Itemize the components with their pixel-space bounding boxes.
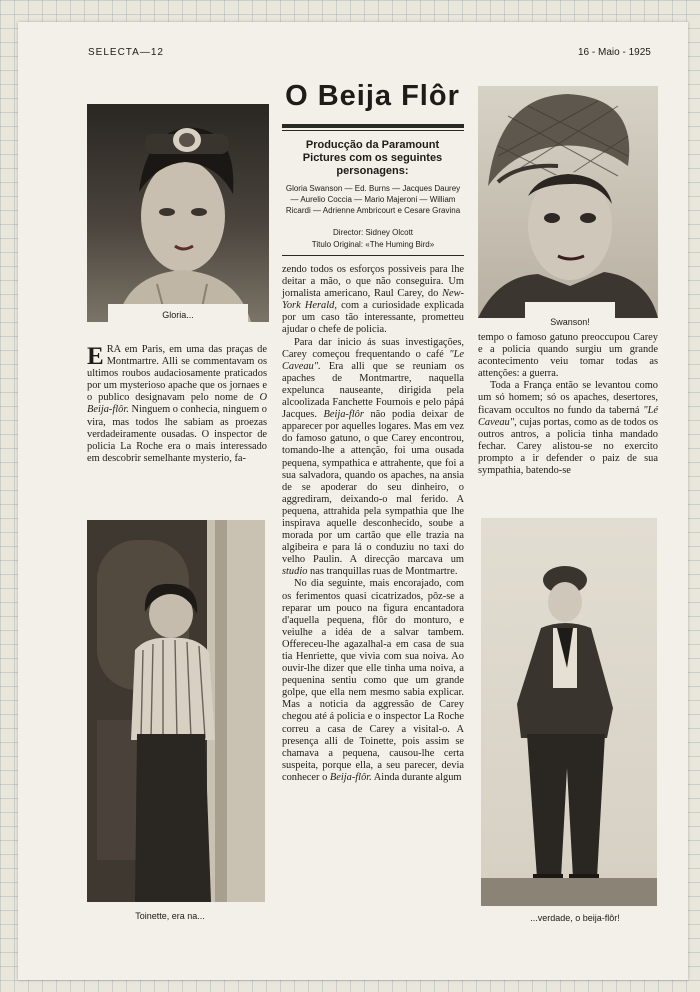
col2-paragraph-1 bbox=[282, 264, 464, 337]
caption-swanson: Swanson! bbox=[550, 317, 590, 327]
title-rule bbox=[282, 124, 464, 128]
col3-paragraph-1: tempo o famoso gatuno preoccupou Carey e a policia quando surgiu um grande acontecimento veiu tomar todas as attenções: a guerra. bbox=[478, 332, 658, 380]
magazine-header: SELECTA—12 bbox=[88, 47, 164, 58]
column-3 bbox=[478, 332, 658, 477]
col2-text: Era alli que se reuniam os apaches de Montmartre, naquella expelunca nauseante, dirigida pela alcoolizada Fanchette Fournois e pelo pápá Jacques. bbox=[282, 360, 464, 421]
article-title: O Beija Flôr bbox=[285, 80, 460, 112]
col2-italic: "Le Caveau". bbox=[282, 348, 464, 372]
col2-paragraph-2 bbox=[282, 337, 464, 579]
col2-text: não podia deixar de apparecer por aquelles logares. Mas em vez do famoso gatuno, o que Carey encontrou, tomando-lhe a attenção, foi uma ousada pequena, sympathica e attrahente, que foi a sua salvadora, quando os apaches, na ansia de se apoderar do seu dinheiro, o aggrediram, deixando-o mal ferido. A pequena, attrahida pela sympathia que lhe inspirava aquelle desconhecido, soube a morada por um cartão que elle trazia na algibeira e para lá o conduziu no taxi do velho Paulin. A direcção marcava um bbox=[282, 409, 464, 566]
col2-paragraph-3 bbox=[282, 578, 464, 784]
col2-italic: Beija-flôr. bbox=[329, 771, 372, 783]
col2-text: No dia seguinte, mais encorajado, com os ferimentos quasi cicatrizados, pôz-se a reparar um pouco na figura encantadora d'aquella pequena, flôr do monturo, e veiulhe a idéa de a salvar tambem. Offereceu-lhe agazalhal-a em casa de sua tia Henriette, que vivia com sua noiva. Ao ouvir-lhe dizer que elle tinha uma noiva, a pequenina sentiu como que um grande golpe, que ella nem mesmo sabia explicar. Mas a noticia da aggressão de Carey chegou até á policia e o inspector La Roche correu a casa de Carey a visital-o. A presença alli de Toinette, pois assim se chamava a pequena, causou-lhe certa suspeita, porque ella, a seu parecer, devia conhecer o bbox=[282, 578, 464, 783]
portrait-gloria-drawing bbox=[87, 104, 269, 322]
credits-rule bbox=[282, 255, 464, 256]
column-1 bbox=[87, 344, 267, 465]
photo-toinette bbox=[87, 520, 265, 902]
col1-text-rest: Ninguem o conhecia, ninguem o vira, mas todos lhe sabiam as proezas verdadeiramente ousadas. O inspector de policia La Roche era o mais interessado em descobrir semelhante mysterio, fa- bbox=[87, 404, 267, 464]
col2-italic: New-York Herald, bbox=[282, 288, 464, 312]
col2-text: nas tranquillas ruas de Montmartre. bbox=[310, 566, 458, 578]
col3-italic: "Lé Caveau", bbox=[478, 404, 658, 428]
col1-text: RA em Paris, em uma das praças de Montmartre. Alli se commentavam os ultimos roubos audaciosamente praticados por um mysterioso apache que os jornaes e o publico designavam pelo nome de bbox=[87, 344, 267, 404]
dropcap: E bbox=[87, 343, 104, 370]
cast-list: Gloria Swanson — Ed. Burns — Jacques Daurey — Aurelio Coccia — Mario Majeroni — William Ricardi — Adrienne Ambricourt e Cesare Gravina bbox=[285, 184, 461, 215]
caption-toinette: Toinette, era na... bbox=[135, 911, 205, 921]
col3-text: Toda a França então se levantou como um só homem; só os apaches, desertores, ficavam occultos no fundo da taberná bbox=[478, 380, 658, 416]
col2-text: Para dar inicio ás suas investigações, Carey começou frequentando o café bbox=[282, 336, 464, 360]
issue-date: 16 - Maio - 1925 bbox=[578, 47, 651, 58]
caption-verdade: ...verdade, o beija-flôr! bbox=[530, 913, 620, 923]
col3-text: cujas portas, como as de todos os outros antros, a policia tinha mandado fechar. Carey alistou-se no exercito prompto a ir defender o paiz de sua sympathia, batendo-se bbox=[478, 416, 658, 477]
photo-beija-flor bbox=[481, 518, 657, 906]
portrait-swanson-drawing bbox=[478, 86, 658, 318]
caption-gloria: Gloria... bbox=[162, 310, 194, 320]
portrait-toinette-drawing bbox=[87, 520, 265, 902]
article-subtitle: Producção da Paramount Pictures com os seguintes personagens: bbox=[302, 139, 443, 177]
title-rule-thin bbox=[282, 130, 464, 131]
col1-italic: O Beija-flôr. bbox=[87, 392, 267, 416]
col1-paragraph bbox=[87, 344, 267, 465]
col3-paragraph-2 bbox=[478, 380, 658, 477]
col2-italic: Beija-flôr bbox=[323, 409, 364, 421]
col2-text: Ainda durante algum bbox=[373, 771, 462, 783]
col2-italic: studio bbox=[282, 566, 308, 578]
director-credit: Director: Sidney Olcott bbox=[332, 228, 414, 237]
photo-swanson bbox=[478, 86, 658, 318]
column-2 bbox=[282, 264, 464, 784]
photo-gloria bbox=[87, 104, 269, 322]
original-title: Titulo Original: «The Huming Bird» bbox=[311, 240, 435, 249]
col2-text: com a curiosidade explicada por um caso tão interessante, prometteu ajudar o chefe de policia. bbox=[282, 300, 464, 336]
portrait-beija-flor-drawing bbox=[481, 518, 657, 906]
col2-text: zendo todos os esforços possiveis para lhe deitar a mão, o que não conseguira. Um jornalista americano, Raul Carey, do bbox=[282, 264, 464, 300]
